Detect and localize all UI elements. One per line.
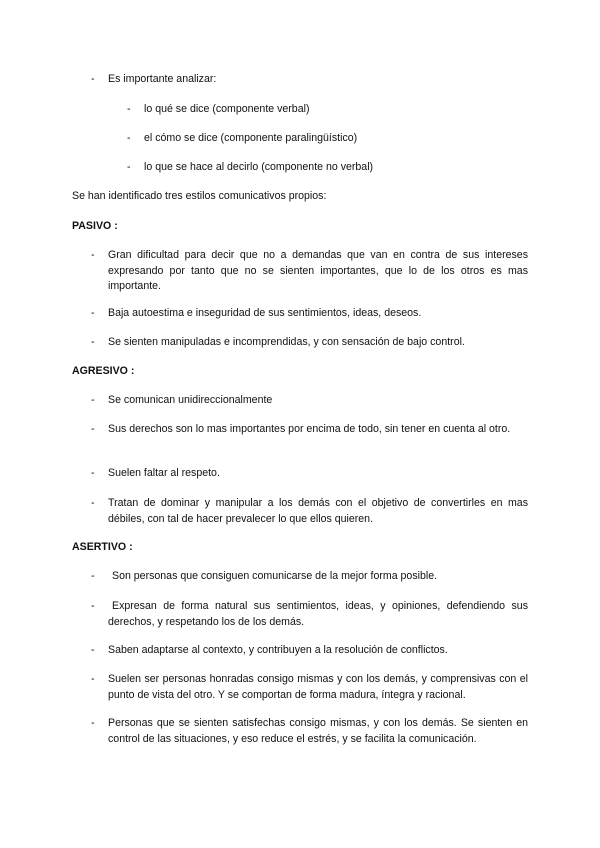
list-item-text: Baja autoestima e inseguridad de sus sentimientos, ideas, deseos. — [108, 307, 422, 319]
list-item-text: Tratan de dominar y manipular a los demás con el objetivo de convertirles en mas débiles, con tal de hacer prevalecer lo que ellos quieren. — [108, 497, 528, 525]
bullet-dash: - — [91, 570, 95, 582]
list-item-text: Se sienten manipuladas e incomprendidas, y con sensación de bajo control. — [108, 336, 465, 348]
list-item-text: Expresan de forma natural sus sentimientos, ideas, y opiniones, defendiendo sus derechos, y respetando los de los demás. — [108, 600, 528, 628]
list-item-text: Se comunican unidireccionalmente — [108, 394, 273, 406]
bullet-dash: - — [91, 717, 95, 729]
list-item-text: Personas que se sienten satisfechas consigo mismas, y con los demás. Se sienten en control de las situaciones, y eso reduce el estrés, y se facilita la comunicación. — [108, 717, 528, 745]
bullet-dash: - — [91, 673, 95, 685]
list-item-text: Suelen ser personas honradas consigo mismas y con los demás, y comprensivas con el punto de vista del otro. Y se comportan de forma madura, íntegra y racional. — [108, 673, 528, 701]
list-item-text: Son personas que consiguen comunicarse de la mejor forma posible. — [112, 570, 438, 582]
bullet-dash: - — [91, 307, 95, 319]
bullet-dash: - — [127, 103, 131, 115]
bullet-dash: - — [91, 467, 95, 479]
list-item-text: Gran dificultad para decir que no a demandas que van en contra de sus intereses expresando por tanto que no se sienten importantes, que lo de los otros es mas importante. — [108, 249, 528, 292]
section-heading-pasivo: PASIVO : — [72, 220, 118, 232]
bullet-dash: - — [91, 394, 95, 406]
list-item-text: Es importante analizar: — [108, 73, 217, 85]
section-heading-asertivo: ASERTIVO : — [72, 541, 133, 553]
bullet-dash: - — [91, 336, 95, 348]
section-heading-agresivo: AGRESIVO : — [72, 365, 135, 377]
sub-list-item-text: el cómo se dice (componente paralingüístico) — [144, 132, 358, 144]
bullet-dash: - — [91, 600, 95, 612]
bullet-dash: - — [91, 644, 95, 656]
sub-list-item-text: lo qué se dice (componente verbal) — [144, 103, 310, 115]
bullet-dash: - — [91, 423, 95, 435]
list-item-text: Suelen faltar al respeto. — [108, 467, 220, 479]
intro-paragraph: Se han identificado tres estilos comunicativos propios: — [72, 190, 327, 202]
list-item-text: Sus derechos son lo mas importantes por encima de todo, sin tener en cuenta al otro. — [108, 423, 511, 435]
bullet-dash: - — [127, 132, 131, 144]
sub-list-item-text: lo que se hace al decirlo (componente no verbal) — [144, 161, 374, 173]
bullet-dash: - — [91, 497, 95, 509]
bullet-dash: - — [127, 161, 131, 173]
bullet-dash: - — [91, 73, 95, 85]
list-item-text: Saben adaptarse al contexto, y contribuyen a la resolución de conflictos. — [108, 644, 448, 656]
bullet-dash: - — [91, 249, 95, 261]
